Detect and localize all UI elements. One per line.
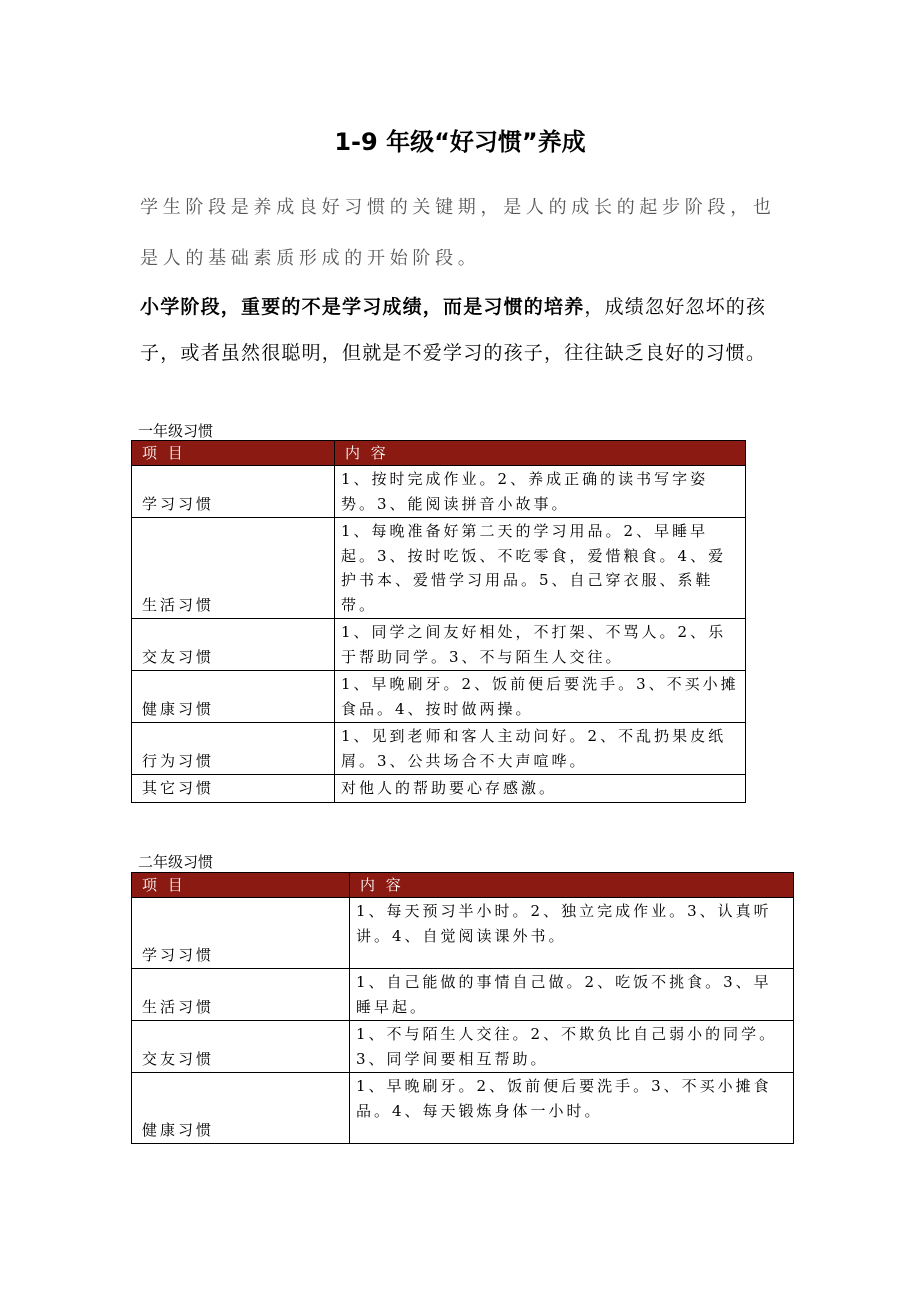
table-row (132, 518, 746, 619)
row-content: 1、每晚准备好第二天的学习用品。2、早睡早起。3、按时吃饭、不吃零食，爱惜粮食。4、爱护书本、爱惜学习用品。5、自己穿衣服、系鞋带。 (335, 518, 746, 619)
row-item: 交友习惯 (132, 619, 335, 671)
grade2-habits-table (131, 872, 794, 1144)
row-content: 1、同学之间友好相处，不打架、不骂人。2、乐于帮助同学。3、不与陌生人交往。 (335, 619, 746, 671)
page-title: 1-9 年级“好习惯”养成 (334, 128, 586, 156)
row-content: 1、早晚刷牙。2、饭前便后要洗手。3、不买小摊食品。4、每天锻炼身体一小时。 (350, 1073, 794, 1144)
row-item: 生活习惯 (132, 969, 350, 1021)
row-content: 1、自己能做的事情自己做。2、吃饭不挑食。3、早睡早起。 (350, 969, 794, 1021)
table-row (132, 1021, 794, 1073)
table-header-row (132, 441, 746, 466)
emphasis-paragraph (140, 284, 785, 376)
header-content: 内 容 (350, 873, 794, 898)
table-row (132, 619, 746, 671)
row-item: 生活习惯 (132, 518, 335, 619)
row-item: 其它习惯 (132, 775, 335, 803)
header-content: 内 容 (335, 441, 746, 466)
row-item: 学习习惯 (132, 466, 335, 518)
row-content: 1、不与陌生人交往。2、不欺负比自己弱小的同学。3、同学间要相互帮助。 (350, 1021, 794, 1073)
emphasis-rest-text: ，成绩忽好忽坏的孩子，或者虽然很聪明，但就是不爱学习的孩子，往往缺乏良好的习惯。 (140, 296, 767, 364)
header-item: 项 目 (132, 441, 335, 466)
intro-paragraph: 学生阶段是养成良好习惯的关键期，是人的成长的起步阶段，也是人的基础素质形成的开始阶段。 (140, 197, 776, 269)
header-item: 项 目 (132, 873, 350, 898)
grade2-caption: 二年级习惯 (138, 853, 214, 871)
table-header-row (132, 873, 794, 898)
emphasis-bold-text: 小学阶段，重要的不是学习成绩，而是习惯的培养 (140, 296, 585, 318)
table-row (132, 1073, 794, 1144)
row-item: 学习习惯 (132, 898, 350, 969)
table-row (132, 723, 746, 775)
row-item: 交友习惯 (132, 1021, 350, 1073)
grade1-caption: 一年级习惯 (138, 422, 214, 440)
row-item: 健康习惯 (132, 671, 335, 723)
row-content: 1、按时完成作业。2、养成正确的读书写字姿势。3、能阅读拼音小故事。 (335, 466, 746, 518)
row-content: 1、见到老师和客人主动问好。2、不乱扔果皮纸屑。3、公共场合不大声喧哗。 (335, 723, 746, 775)
table-row (132, 898, 794, 969)
row-content: 对他人的帮助要心存感激。 (335, 775, 746, 803)
row-item: 行为习惯 (132, 723, 335, 775)
table-row (132, 775, 746, 803)
row-item: 健康习惯 (132, 1073, 350, 1144)
row-content: 1、每天预习半小时。2、独立完成作业。3、认真听讲。4、自觉阅读课外书。 (350, 898, 794, 969)
table-row (132, 466, 746, 518)
table-row (132, 671, 746, 723)
row-content: 1、早晚刷牙。2、饭前便后要洗手。3、不买小摊食品。4、按时做两操。 (335, 671, 746, 723)
grade1-habits-table (131, 440, 746, 803)
table-row (132, 969, 794, 1021)
